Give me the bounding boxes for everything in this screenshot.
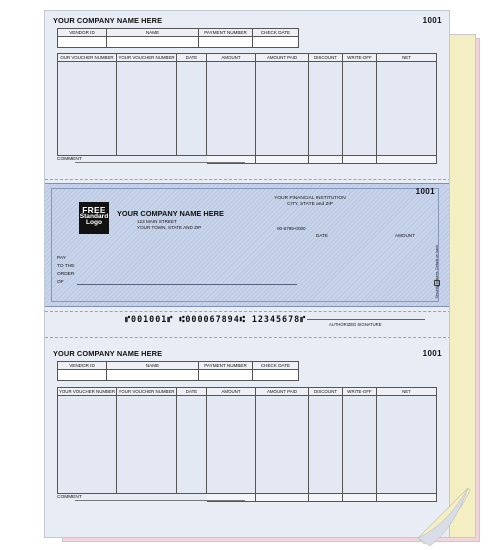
discount-total-cell[interactable]	[309, 156, 343, 164]
column-body[interactable]	[256, 396, 309, 494]
logo-logo-text: Logo	[85, 219, 103, 227]
grid-column	[377, 53, 437, 156]
vendor-header-table	[57, 28, 299, 48]
comment-label: COMMENT	[57, 495, 82, 500]
grid-column	[256, 53, 309, 156]
column-body[interactable]	[57, 396, 117, 494]
bottom-voucher-stub	[45, 337, 450, 538]
comment-field[interactable]	[75, 500, 245, 501]
check-date-field[interactable]	[253, 37, 299, 48]
amount-label: AMOUNT	[395, 233, 415, 238]
net-total-cell[interactable]	[377, 156, 437, 164]
column-body[interactable]	[117, 396, 177, 494]
grid-column	[207, 387, 256, 494]
amount-paid-total-cell[interactable]	[256, 494, 309, 502]
column-header: AMOUNT PAID	[256, 53, 309, 62]
column-body[interactable]	[177, 62, 207, 156]
address-line-1: 123 MAIN STREET	[137, 219, 177, 224]
column-header: YOUR VOUCHER NUMBER	[117, 53, 177, 62]
column-body[interactable]	[207, 62, 256, 156]
name-field[interactable]	[107, 37, 199, 48]
routing-fraction: 00-6789-0000	[277, 226, 306, 231]
grid-column	[117, 53, 177, 156]
column-body[interactable]	[256, 62, 309, 156]
column-header: WRITE-OFF	[343, 53, 377, 62]
column-body[interactable]	[343, 396, 377, 494]
payment-number-field[interactable]	[199, 370, 253, 381]
check-company-name: YOUR COMPANY NAME HERE	[117, 209, 224, 218]
logo-standard-text: Standard	[79, 213, 109, 220]
grid-column	[177, 53, 207, 156]
column-header: YOUR VOUCHER NUMBER	[117, 387, 177, 396]
pay-label: PAY	[57, 256, 66, 261]
grid-column	[57, 387, 117, 494]
company-name: YOUR COMPANY NAME HERE	[53, 16, 163, 25]
column-body[interactable]	[117, 62, 177, 156]
column-body[interactable]	[207, 396, 256, 494]
grid-column	[343, 53, 377, 156]
company-name: YOUR COMPANY NAME HERE	[53, 349, 163, 358]
payment-number-field[interactable]	[199, 37, 253, 48]
header-name: NAME	[107, 28, 199, 37]
grid-column	[377, 387, 437, 494]
header-payment-number: PAYMENT NUMBER	[199, 361, 253, 370]
check-number: 1001	[415, 187, 435, 196]
signature-label: AUTHORIZED SIGNATURE	[329, 322, 382, 327]
grid-column	[309, 387, 343, 494]
grid-column	[207, 53, 256, 156]
header-payment-number: PAYMENT NUMBER	[199, 28, 253, 37]
discount-total-cell[interactable]	[309, 494, 343, 502]
page-curl-icon	[418, 488, 478, 546]
date-label: DATE	[316, 233, 328, 238]
grid-column	[117, 387, 177, 494]
column-header: DISCOUNT	[309, 53, 343, 62]
top-voucher-stub	[45, 11, 450, 179]
column-header: DISCOUNT	[309, 387, 343, 396]
comment-label: COMMENT	[57, 157, 82, 162]
security-features-note: Security features. Details on back.	[435, 244, 439, 299]
column-body[interactable]	[377, 396, 437, 494]
column-header: YOUR VOUCHER NUMBER	[58, 389, 116, 394]
grid-column	[343, 387, 377, 494]
vendor-id-field[interactable]	[57, 37, 107, 48]
address-line-2: YOUR TOWN, STATE AND ZIP	[137, 225, 202, 230]
payee-field[interactable]	[77, 284, 297, 285]
header-name: NAME	[107, 361, 199, 370]
grid-column	[309, 53, 343, 156]
logo-placeholder	[79, 202, 109, 234]
check-number: 1001	[422, 349, 442, 358]
column-body[interactable]	[343, 62, 377, 156]
header-check-date: CHECK DATE	[253, 361, 299, 370]
column-header: DATE	[177, 53, 207, 62]
column-body[interactable]	[177, 396, 207, 494]
signature-field[interactable]	[307, 319, 425, 320]
header-vendor-id: VENDOR ID	[57, 361, 107, 370]
column-body[interactable]	[377, 62, 437, 156]
padlock-icon	[434, 280, 440, 286]
name-field[interactable]	[107, 370, 199, 381]
write-off-total-cell[interactable]	[343, 494, 377, 502]
column-header: AMOUNT PAID	[256, 387, 309, 396]
of-label: OF	[57, 280, 64, 285]
perforation-line	[45, 337, 450, 338]
perforation-line	[45, 311, 450, 312]
column-header: OUR VOUCHER NUMBER	[57, 53, 117, 62]
bank-city: CITY, STATE and ZIP	[287, 202, 333, 207]
header-vendor-id: VENDOR ID	[57, 28, 107, 37]
micr-line: ⑈001001⑈ ⑆000067894⑆ 12345678⑈	[125, 314, 307, 324]
logo-free-text: FREE	[82, 205, 106, 215]
column-header: NET	[377, 53, 437, 62]
vendor-id-field[interactable]	[57, 370, 107, 381]
check-date-field[interactable]	[253, 370, 299, 381]
column-header: NET	[377, 387, 437, 396]
grid-column	[57, 53, 117, 156]
write-off-total-cell[interactable]	[343, 156, 377, 164]
column-header: WRITE-OFF	[343, 387, 377, 396]
perforation-line	[45, 179, 450, 180]
bank-name: YOUR FINANCIAL INSTITUTION	[274, 196, 346, 201]
amount-paid-total-cell[interactable]	[256, 156, 309, 164]
vendor-header-table	[57, 361, 299, 381]
header-check-date: CHECK DATE	[253, 28, 299, 37]
check-number: 1001	[422, 16, 442, 25]
check-form-sheet	[44, 10, 450, 538]
column-header: DATE	[177, 387, 207, 396]
comment-field[interactable]	[75, 162, 245, 163]
grid-column	[177, 387, 207, 494]
column-body[interactable]	[309, 396, 343, 494]
column-header: AMOUNT	[207, 53, 256, 62]
grid-column	[256, 387, 309, 494]
column-body[interactable]	[57, 62, 117, 156]
column-header: AMOUNT	[207, 387, 256, 396]
column-body[interactable]	[309, 62, 343, 156]
to-the-label: TO THE	[57, 264, 75, 269]
order-label: ORDER	[57, 272, 75, 277]
